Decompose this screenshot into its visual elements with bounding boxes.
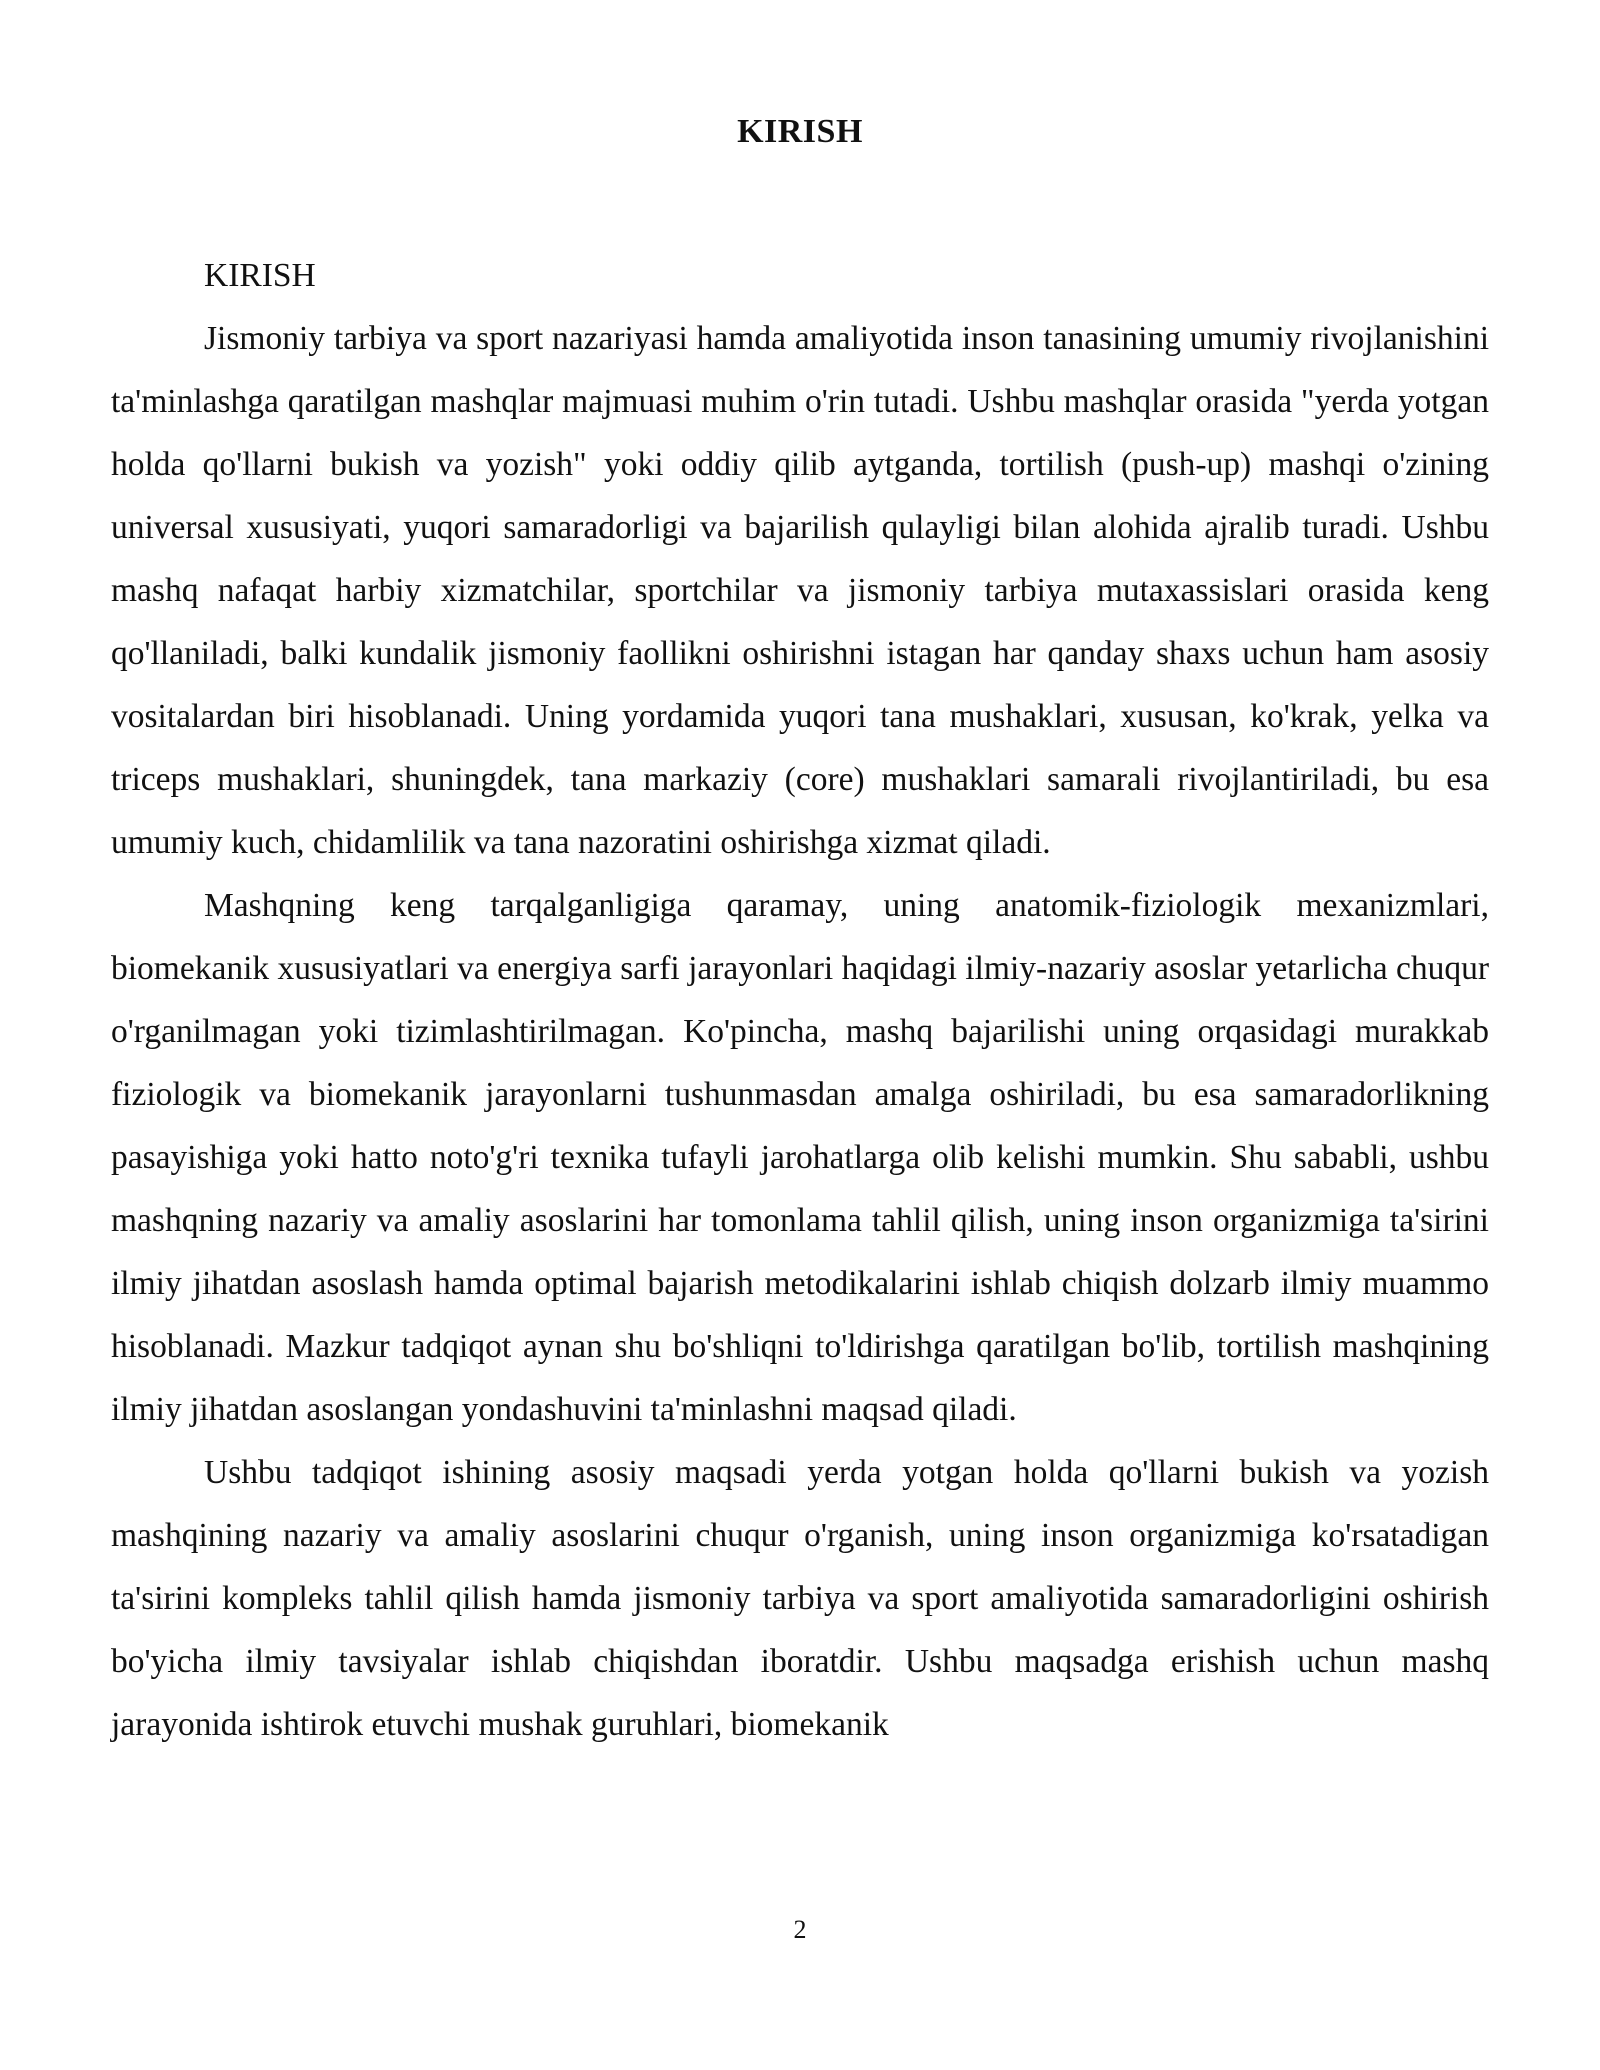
paragraph-2: Mashqning keng tarqalganligiga qaramay, uning anatomik-fiziologik mexanizmlari, biomekanik xususiyatlari va energiya sarfi jarayonlari haqidagi ilmiy-nazariy asoslar yetarlicha chuqur o'rganilmagan yoki tizimlashtirilmagan. Ko'pincha, mashq bajarilishi uning orqasidagi murakkab fiziologik va biomekanik jarayonlarni tushunmasdan amalga oshiriladi, bu esa samaradorlikning pasayishiga yoki hatto noto'g'ri texnika tufayli jarohatlarga olib kelishi mumkin. Shu sababli, ushbu mashqning nazariy va amaliy asoslarini har tomonlama tahlil qilish, uning inson organizmiga ta'sirini ilmiy jihatdan asoslash hamda optimal bajarish metodikalarini ishlab chiqish dolzarb ilmiy muammo hisoblanadi. Mazkur tadqiqot aynan shu bo'shliqni to'ldirishga qaratilgan bo'lib, tortilish mashqining ilmiy jihatdan asoslangan yondashuvini ta'minlashni maqsad qiladi. bbox=[111, 887, 1489, 1428]
paragraph-3: Ushbu tadqiqot ishining asosiy maqsadi yerda yotgan holda qo'llarni bukish va yozish mashqining nazariy va amaliy asoslarini chuqur o'rganish, uning inson organizmiga ko'rsatadigan ta'sirini kompleks tahlil qilish hamda jismoniy tarbiya va sport amaliyotida samaradorligini oshirish bo'yicha ilmiy tavsiyalar ishlab chiqishdan iboratdir. Ushbu maqsadga erishish uchun mashq jarayonida ishtirok etuvchi mushak guruhlari, biomekanik bbox=[111, 1454, 1489, 1743]
page-number: 2 bbox=[793, 1915, 807, 1944]
section-subheading: KIRISH bbox=[204, 257, 316, 294]
paragraph-1: Jismoniy tarbiya va sport nazariyasi hamda amaliyotida inson tanasining umumiy rivojlanishini ta'minlashga qaratilgan mashqlar majmuasi muhim o'rin tutadi. Ushbu mashqlar orasida "yerda yotgan holda qo'llarni bukish va yozish" yoki oddiy qilib aytganda, tortilish (push-up) mashqi o'zining universal xususiyati, yuqori samaradorligi va bajarilish qulayligi bilan alohida ajralib turadi. Ushbu mashq nafaqat harbiy xizmatchilar, sportchilar va jismoniy tarbiya mutaxassislari orasida keng qo'llaniladi, balki kundalik jismoniy faollikni oshirishni istagan har qanday shaxs uchun ham asosiy vositalardan biri hisoblanadi. Uning yordamida yuqori tana mushaklari, xususan, ko'krak, yelka va triceps mushaklari, shuningdek, tana markaziy (core) mushaklari samarali rivojlantiriladi, bu esa umumiy kuch, chidamlilik va tana nazoratini oshirishga xizmat qiladi. bbox=[111, 320, 1489, 861]
page-heading: KIRISH bbox=[737, 113, 863, 150]
document-body bbox=[111, 244, 1489, 1756]
